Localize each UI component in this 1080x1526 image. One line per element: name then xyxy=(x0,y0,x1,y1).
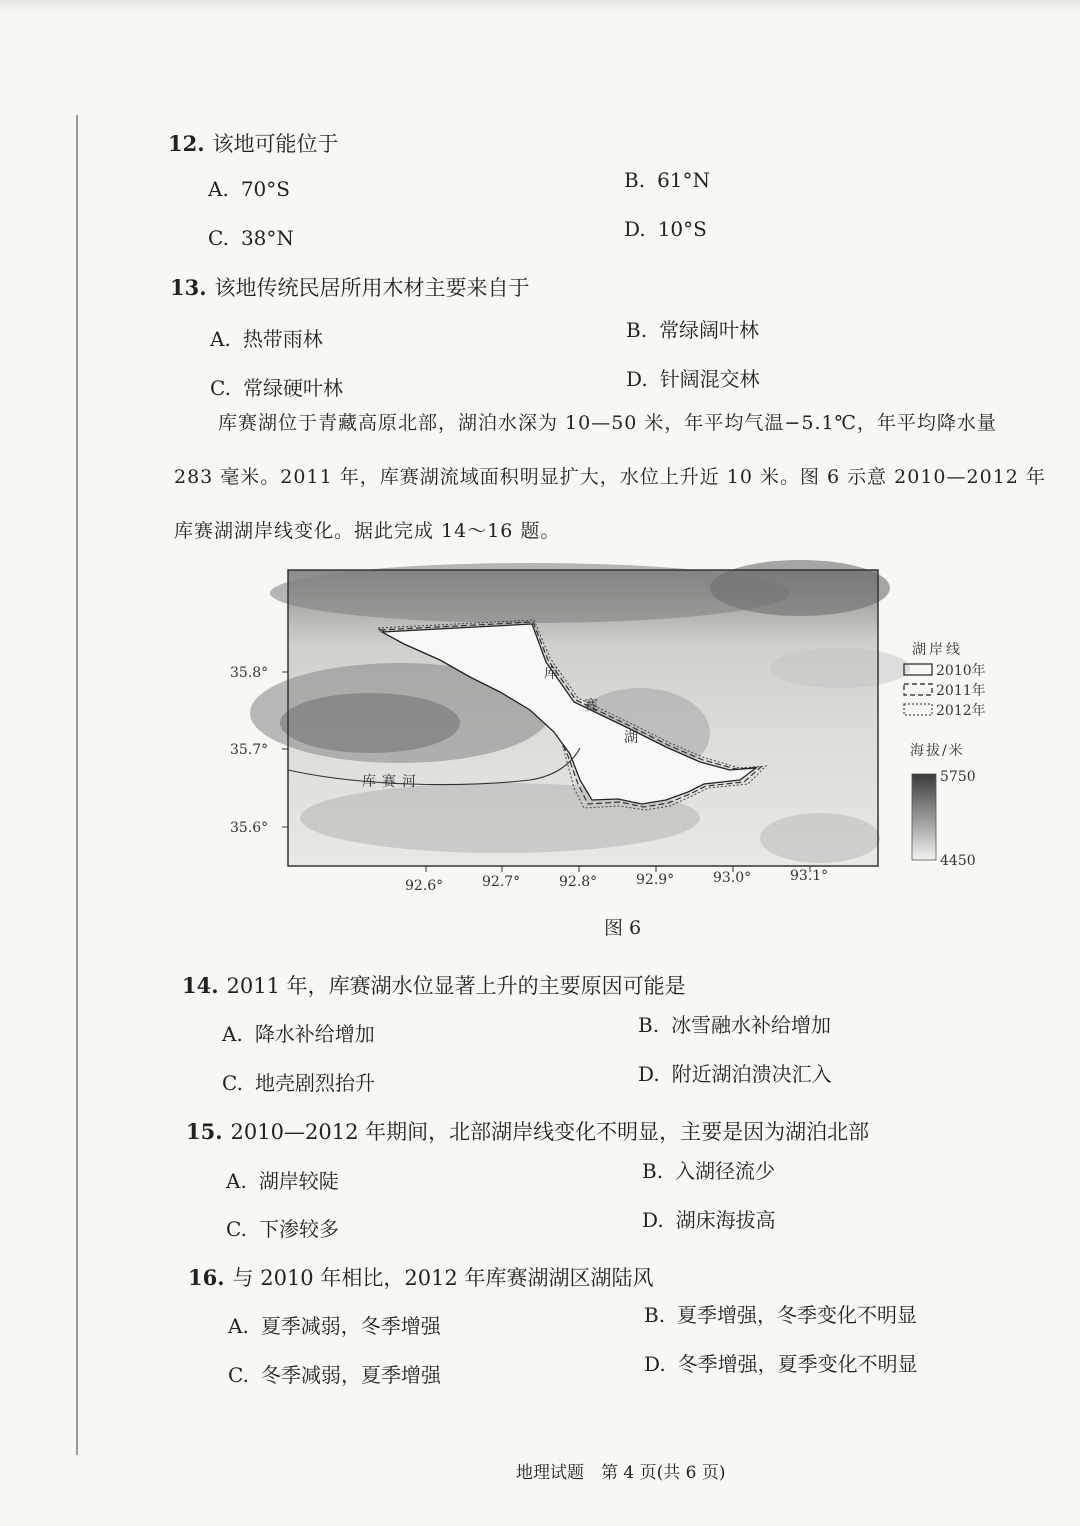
lake-label-3: 湖 xyxy=(624,730,638,746)
elevation-colorbar xyxy=(912,774,936,860)
question-text: 该地可能位于 xyxy=(212,132,339,156)
q16-option-c[interactable] xyxy=(228,1359,441,1388)
q12-option-b[interactable] xyxy=(624,168,710,192)
q13-option-b[interactable] xyxy=(626,314,759,343)
q13-option-c[interactable] xyxy=(210,372,343,401)
question-16 xyxy=(188,1262,653,1292)
q14-option-c[interactable] xyxy=(222,1067,375,1096)
question-number: 12. xyxy=(168,131,205,156)
option-label: A. xyxy=(226,1169,247,1193)
option-text: 下渗较多 xyxy=(258,1217,339,1241)
longitude-axis xyxy=(405,866,828,894)
lake-label-2: 赛 xyxy=(584,698,598,714)
option-text: 夏季增强，冬季变化不明显 xyxy=(677,1303,918,1327)
question-number: 15. xyxy=(186,1119,223,1144)
option-text: 附近湖泊溃决汇入 xyxy=(671,1062,832,1086)
q15-option-d[interactable] xyxy=(642,1204,776,1233)
page-footer: 地理试题 第 4 页(共 6 页) xyxy=(516,1463,726,1483)
lon-tick: 92.8° xyxy=(559,874,598,890)
elevation-max: 5750 xyxy=(940,769,976,785)
question-text: 该地传统民居所用木材主要来自于 xyxy=(214,276,530,300)
option-label: D. xyxy=(644,1352,666,1376)
q12-option-c[interactable] xyxy=(208,226,294,250)
figure-caption: 图 6 xyxy=(604,917,642,939)
option-text: 夏季减弱，冬季增强 xyxy=(260,1314,441,1338)
option-label: C. xyxy=(228,1363,249,1387)
lon-tick: 92.9° xyxy=(636,872,675,888)
scan-edge xyxy=(0,0,1080,14)
elevation-legend xyxy=(910,742,976,869)
passage-line-2: 283 毫米。2011 年，库赛湖流域面积明显扩大，水位上升近 10 米。图 6 示意 2010—2012 年 xyxy=(174,466,1046,488)
option-text: 热带雨林 xyxy=(242,327,323,351)
option-label: A. xyxy=(210,327,231,351)
option-text: 冰雪融水补给增加 xyxy=(671,1013,832,1037)
option-text: 湖床海拔高 xyxy=(675,1208,776,1232)
option-label: D. xyxy=(626,367,648,391)
q15-option-a[interactable] xyxy=(226,1165,339,1194)
option-text: 70°S xyxy=(240,177,290,201)
q12-option-d[interactable] xyxy=(624,217,707,241)
option-label: C. xyxy=(208,226,229,250)
question-text: 与 2010 年相比，2012 年库赛湖湖区湖陆风 xyxy=(232,1266,654,1290)
option-text: 38°N xyxy=(240,226,294,250)
legend-item-2010: 2010年 xyxy=(936,663,986,679)
lat-tick: 35.7° xyxy=(230,742,269,758)
option-label: C. xyxy=(222,1071,243,1095)
option-label: D. xyxy=(642,1208,664,1232)
option-text: 针阔混交林 xyxy=(659,367,760,391)
lat-tick: 35.6° xyxy=(230,820,269,836)
q15-option-b[interactable] xyxy=(642,1155,775,1184)
q16-option-b[interactable] xyxy=(644,1299,917,1328)
elevation-title: 海拔/米 xyxy=(910,743,965,759)
passage-line-1: 库赛湖位于青藏高原北部，湖泊水深为 10—50 米，年平均气温−5.1℃，年平均降水量 xyxy=(218,412,997,434)
option-label: B. xyxy=(642,1159,664,1183)
question-text: 2011 年，库赛湖水位显著上升的主要原因可能是 xyxy=(226,974,686,998)
lon-tick: 92.7° xyxy=(482,874,521,890)
option-text: 冬季增强，夏季变化不明显 xyxy=(677,1352,918,1376)
question-number: 13. xyxy=(170,275,207,300)
legend-swatch-2011 xyxy=(904,684,932,695)
legend-item-2012: 2012年 xyxy=(936,703,986,719)
q14-option-a[interactable] xyxy=(222,1018,375,1047)
option-text: 地壳剧烈抬升 xyxy=(254,1071,375,1095)
q14-option-b[interactable] xyxy=(638,1009,831,1038)
lake-label-1: 库 xyxy=(544,666,558,682)
q13-option-d[interactable] xyxy=(626,363,760,392)
river-label: 库赛河 xyxy=(362,774,422,790)
q15-option-c[interactable] xyxy=(226,1213,339,1242)
q12-option-a[interactable] xyxy=(208,177,290,201)
q13-option-a[interactable] xyxy=(210,323,323,352)
shoreline-legend xyxy=(904,641,986,719)
legend-swatch-2012 xyxy=(904,704,932,715)
option-label: B. xyxy=(626,318,648,342)
option-label: D. xyxy=(624,217,646,241)
option-label: B. xyxy=(638,1013,660,1037)
lon-tick: 93.0° xyxy=(713,870,752,886)
option-label: C. xyxy=(210,376,231,400)
legend-title: 湖岸线 xyxy=(912,642,963,658)
option-text: 入湖径流少 xyxy=(675,1159,776,1183)
legend-item-2011: 2011年 xyxy=(936,683,986,699)
question-number: 14. xyxy=(182,973,219,998)
option-text: 常绿阔叶林 xyxy=(659,318,760,342)
question-number: 16. xyxy=(188,1265,225,1290)
option-text: 61°N xyxy=(657,168,711,192)
question-14 xyxy=(182,970,686,1000)
question-15 xyxy=(186,1116,869,1146)
question-text: 2010—2012 年期间，北部湖岸线变化不明显，主要是因为湖泊北部 xyxy=(230,1120,870,1144)
option-label: D. xyxy=(638,1062,660,1086)
option-text: 10°S xyxy=(657,217,707,241)
option-text: 湖岸较陡 xyxy=(258,1169,339,1193)
option-label: A. xyxy=(208,177,229,201)
question-12 xyxy=(168,128,339,158)
q14-option-d[interactable] xyxy=(638,1058,832,1087)
lake-shoreline-map xyxy=(200,548,1000,898)
option-label: A. xyxy=(222,1022,243,1046)
option-text: 降水补给增加 xyxy=(254,1022,375,1046)
lon-tick: 93.1° xyxy=(790,868,829,884)
binding-line xyxy=(76,115,78,1455)
q16-option-d[interactable] xyxy=(644,1348,918,1377)
passage-line-3: 库赛湖湖岸线变化。据此完成 14～16 题。 xyxy=(174,520,561,542)
elevation-min: 4450 xyxy=(940,853,976,869)
option-label: A. xyxy=(228,1314,249,1338)
lon-tick: 92.6° xyxy=(405,878,444,894)
option-label: B. xyxy=(624,168,646,192)
option-label: C. xyxy=(226,1217,247,1241)
q16-option-a[interactable] xyxy=(228,1310,441,1339)
option-text: 常绿硬叶林 xyxy=(242,376,343,400)
option-text: 冬季减弱，夏季增强 xyxy=(260,1363,441,1387)
lat-tick: 35.8° xyxy=(230,665,269,681)
question-13 xyxy=(170,272,530,302)
option-label: B. xyxy=(644,1303,666,1327)
